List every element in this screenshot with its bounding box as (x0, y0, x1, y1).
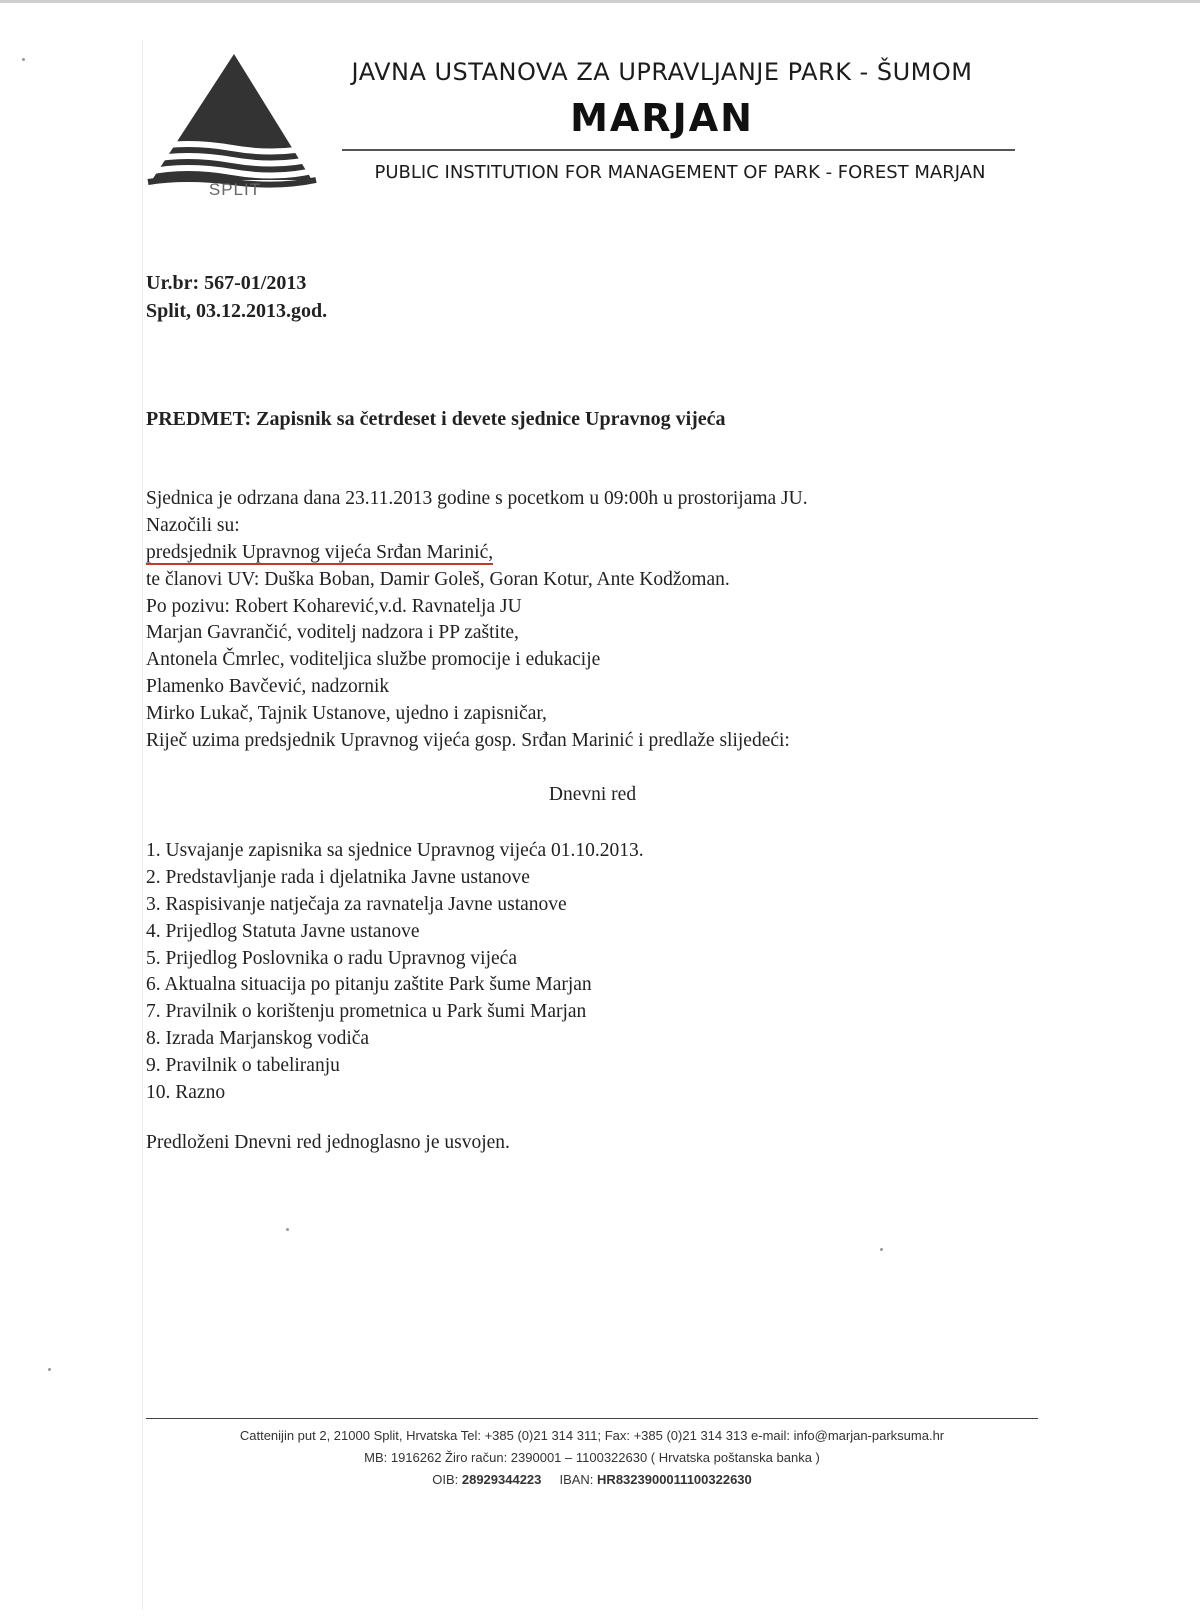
place-date: Split, 03.12.2013.god. (146, 300, 328, 322)
iban-value: HR8323900011100322630 (597, 1472, 752, 1487)
scan-speck (880, 1248, 883, 1251)
footer-address: Cattenijin put 2, 21000 Split, Hrvatska Tel: +385 (0)21 314 311; Fax: +385 (0)21 314 313 e-mail: info@marjan-parksuma.hr (239, 1428, 945, 1443)
agenda-item: 8. Izrada Marjanskog vodiča (146, 1028, 370, 1050)
body-line: Antonela Čmrlec, voditeljica službe promocije i edukacije (146, 649, 601, 671)
oib-value: 28929344223 (461, 1472, 542, 1487)
agenda-item: 3. Raspisivanje natječaja za ravnatelja Javne ustanove (146, 893, 567, 915)
institution-name-en: PUBLIC INSTITUTION FOR MANAGEMENT OF PARK - FOREST MARJAN (374, 162, 986, 183)
footer-bank: MB: 1916262 Žiro račun: 2390001 – 1100322630 ( Hrvatska poštanska banka ) (364, 1450, 820, 1465)
body-line: te članovi UV: Duška Boban, Damir Goleš, Goran Kotur, Ante Kodžoman. (146, 568, 730, 590)
agenda-title: Dnevni red (548, 784, 637, 805)
agenda-item: 7. Pravilnik o korištenju prometnica u Park šumi Marjan (146, 1001, 587, 1023)
underlined-chairman: predsjednik Upravnog vijeća Srđan Marinić, (146, 541, 494, 563)
page-top-edge (0, 0, 1200, 3)
agenda-item: 10. Razno (146, 1082, 226, 1104)
reference-number: Ur.br: 567-01/2013 (146, 272, 307, 294)
logo-caption: SPLIT (208, 180, 262, 199)
scan-speck (48, 1368, 51, 1371)
body-line (146, 540, 1046, 567)
scan-speck (22, 58, 25, 61)
agenda-item: 1. Usvajanje zapisnika sa sjednice Upravnog vijeća 01.10.2013. (146, 840, 644, 861)
closing-statement: Predloženi Dnevni red jednoglasno je usvojen. (146, 1132, 510, 1153)
scan-speck (286, 1228, 289, 1231)
body-line: Mirko Lukač, Tajnik Ustanove, ujedno i zapisničar, (146, 703, 547, 725)
agenda-item: 9. Pravilnik o tabeliranju (146, 1055, 340, 1077)
agenda-item: 4. Prijedlog Statuta Javne ustanove (146, 920, 420, 942)
body-line: Plamenko Bavčević, nadzornik (146, 676, 390, 698)
minutes-body (146, 486, 1046, 755)
body-line: Po pozivu: Robert Koharević,v.d. Ravnatelja JU (146, 595, 522, 617)
footer-divider (146, 1418, 1038, 1419)
body-line: Riječ uzima predsjednik Upravnog vijeća gosp. Srđan Marinić i predlaže slijedeći: (146, 730, 790, 752)
institution-name-hr: JAVNA USTANOVA ZA UPRAVLJANJE PARK - ŠUMOM (351, 58, 973, 86)
agenda-item: 5. Prijedlog Poslovnika o radu Upravnog vijeća (146, 947, 517, 969)
body-line: Nazočili su: (146, 514, 240, 536)
oib-label: OIB: (432, 1472, 459, 1487)
body-line: Sjednica je odrzana dana 23.11.2013 godine s pocetkom u 09:00h u prostorijama JU. (146, 488, 808, 509)
footer-ids (146, 1472, 1038, 1487)
iban-label: IBAN: (559, 1472, 594, 1487)
agenda-list (146, 838, 644, 1107)
page-scan-edge (142, 40, 143, 1610)
document-subject: PREDMET: Zapisnik sa četrdeset i devete sjednice Upravnog vijeća (146, 408, 726, 430)
agenda-item: 6. Aktualna situacija po pitanju zaštite Park šume Marjan (146, 974, 592, 996)
institution-title: MARJAN (570, 96, 754, 140)
body-line: Marjan Gavrančić, voditelj nadzora i PP zaštite, (146, 622, 519, 644)
agenda-item: 2. Predstavljanje rada i djelatnika Javne ustanove (146, 866, 530, 888)
header-divider (342, 149, 1015, 151)
